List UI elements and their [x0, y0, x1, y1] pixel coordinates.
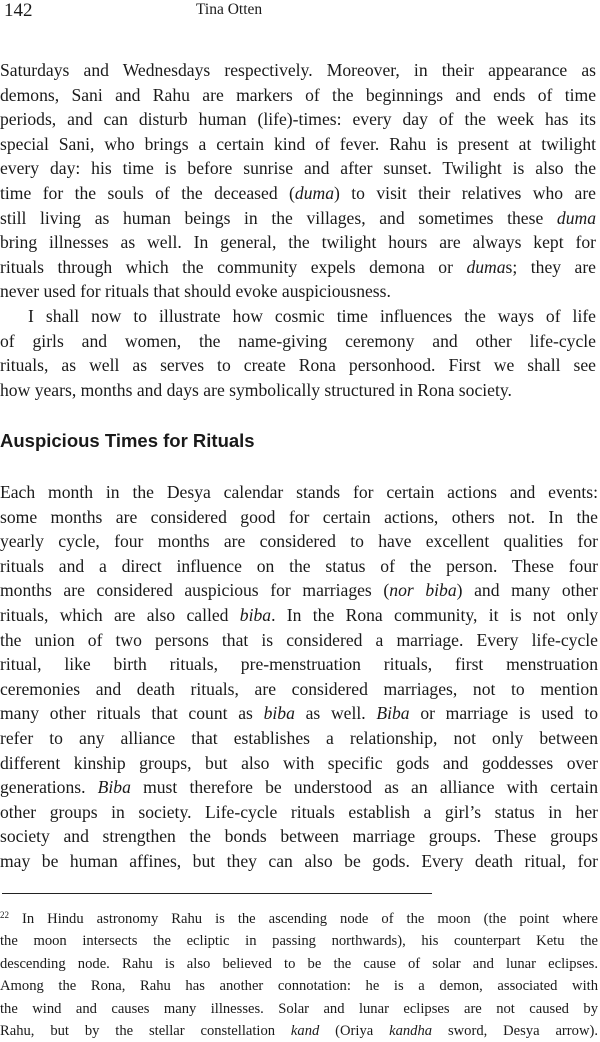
text-line: refer to any alliance that establishes a relationship, not only between [0, 727, 598, 748]
text-line: rituals through which the community expels demona or dumas; they are [0, 256, 596, 277]
section-heading: Auspicious Times for Rituals [0, 430, 255, 451]
italic-term: duma [294, 182, 334, 203]
text-line: of girls and women, the name-giving ceremony and other life-cycle [0, 330, 596, 351]
text-line: society and strengthen the bonds between marriage groups. These groups [0, 826, 598, 847]
footnote [0, 904, 598, 1042]
text-line: rituals, as well as serves to create Rona personhood. First we shall see [0, 355, 596, 376]
text-line: some months are considered good for certain actions, others not. In the [0, 506, 598, 527]
text-line: bring illnesses as well. In general, the twilight hours are always kept for [0, 232, 596, 253]
text-line: ceremonies and death rituals, are considered marriages, not to mention [0, 678, 598, 699]
text-line: $^{22}$ In Hindu astronomy Rahu is the ascending node of the moon (the point where [0, 910, 598, 927]
paragraph-3 [0, 480, 598, 874]
text-line: months are considered auspicious for marriages (nor biba) and many other [0, 580, 598, 601]
text-line: the wind and causes many illnesses. Solar and lunar eclipses are not caused by [0, 1000, 598, 1017]
text-line: the moon intersects the ecliptic in passing northwards), his counterpart Ketu the [0, 933, 598, 950]
text-line: periods, and can disturb human (life)-times: every day of the week has its [0, 109, 596, 130]
text-line: Each month in the Desya calendar stands for certain actions and events: [0, 482, 598, 502]
text-line: generations. Biba must therefore be understood as an alliance with certain [0, 777, 598, 798]
italic-term: biba [239, 604, 272, 625]
text-line: other groups in society. Life-cycle rituals establish a girl’s status in her [0, 801, 598, 822]
text-line: time for the souls of the deceased (duma) to visit their relatives who are [0, 182, 596, 203]
footnote-number: 22 [0, 910, 9, 920]
text-line: Rahu, but by the stellar constellation kand (Oriya kandha sword, Desya arrow). [0, 1023, 598, 1040]
paragraph-2 [0, 304, 596, 402]
text-line: Saturdays and Wednesdays respectively. Moreover, in their appearance as [0, 60, 596, 80]
text-line: still living as human beings in the villages, and sometimes these duma [0, 207, 596, 228]
text-line: special Sani, who brings a certain kind of fever. Rahu is present at twilight [0, 133, 596, 154]
text-line: may be human affines, but they can also be gods. Every death ritual, for [0, 850, 598, 871]
running-head: Tina Otten [196, 1, 263, 18]
text-line: different kinship groups, but also with specific gods and goddesses over [0, 752, 598, 773]
italic-term: duma [466, 256, 506, 277]
body-text-top [0, 58, 596, 402]
text-line: every day: his time is before sunrise and after sunset. Twilight is also the [0, 158, 596, 179]
text-line: rituals and a direct influence on the status of the person. These four [0, 555, 598, 576]
text-line: descending node. Rahu is also believed to be the cause of solar and lunar eclipses. [0, 955, 598, 972]
footnote-divider [2, 893, 432, 894]
paragraph-1 [0, 58, 596, 304]
italic-term: nor biba [389, 580, 457, 601]
italic-term: kandha [389, 1023, 433, 1040]
italic-term: kand [290, 1023, 320, 1040]
page-header [0, 0, 600, 26]
text-line: Among the Rona, Rahu has another connotation: he is a demon, associated with [0, 978, 598, 995]
text-line: how years, months and days are symbolically structured in Rona society. [0, 379, 512, 400]
text-line: the union of two persons that is considered a marriage. Every life-cycle [0, 629, 598, 650]
text-line: rituals, which are also called biba. In the Rona community, it is not only [0, 604, 598, 625]
page-number: 142 [4, 0, 33, 21]
italic-term: Biba [97, 777, 131, 798]
text-line: ritual, like birth rituals, pre-menstruation rituals, first menstruation [0, 654, 598, 675]
italic-term: biba [263, 703, 295, 724]
italic-term: Biba [376, 703, 410, 724]
text-line: I shall now to illustrate how cosmic time influences the ways of life [28, 305, 596, 326]
text-line: many other rituals that count as biba as well. Biba or marriage is used to [0, 703, 598, 724]
text-line: never used for rituals that should evoke auspiciousness. [0, 281, 391, 302]
text-line: demons, Sani and Rahu are markers of the beginnings and ends of time [0, 84, 596, 105]
text-line: yearly cycle, four months are considered to have excellent qualities for [0, 531, 598, 552]
italic-term: duma [556, 207, 596, 228]
